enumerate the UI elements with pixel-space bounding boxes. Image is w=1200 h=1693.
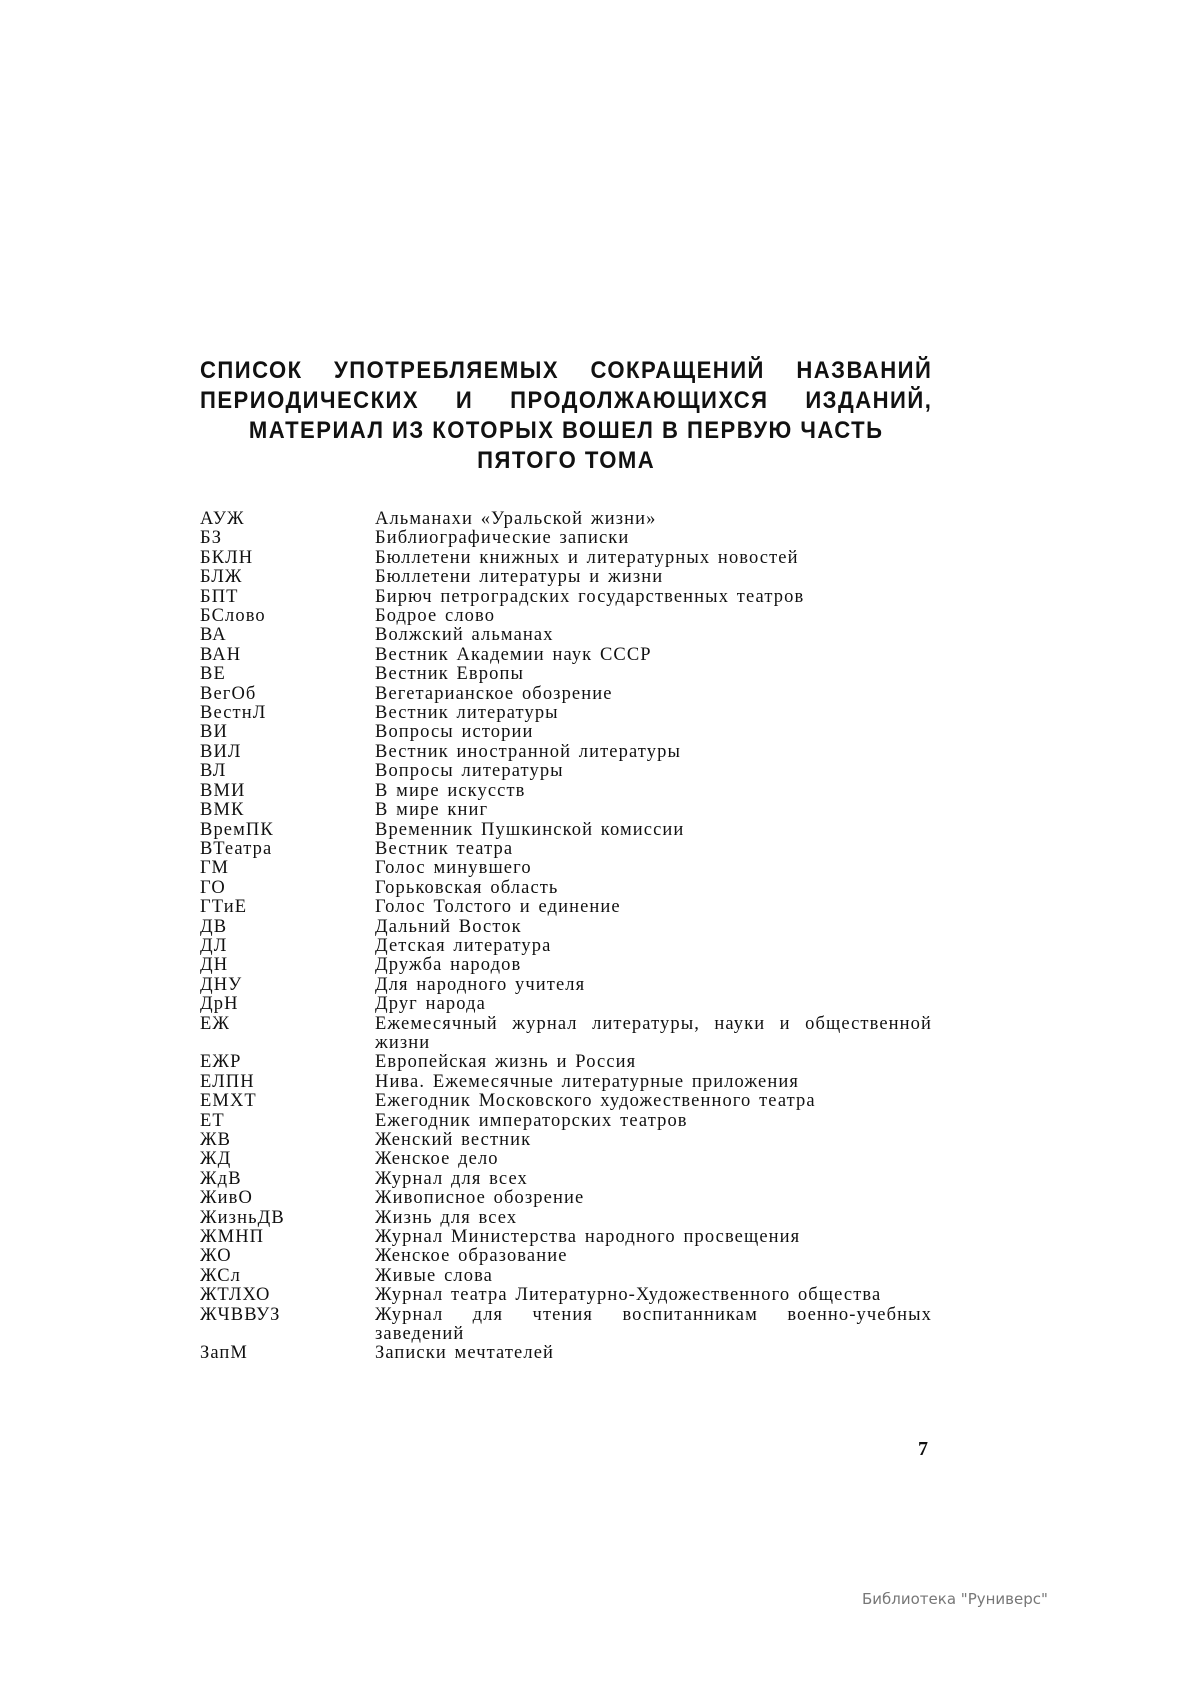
abbreviation: ВестнЛ <box>200 703 267 724</box>
list-item <box>200 1209 932 1228</box>
publication-title: Временник Пушкинской комиссии <box>375 819 685 840</box>
publication-title: Бодрое слово <box>375 606 496 627</box>
list-item <box>200 879 932 898</box>
list-item <box>200 1286 932 1305</box>
publication-title: Ежегодник Московского художественного театра <box>375 1091 816 1112</box>
list-item <box>200 1247 932 1266</box>
list-item <box>200 549 932 568</box>
abbreviation: ЖЧВВУЗ <box>200 1304 281 1325</box>
publication-title: Детская литература <box>375 935 552 956</box>
list-item <box>200 588 932 607</box>
abbreviation: ВремПК <box>200 819 274 840</box>
publication-title: Живописное обозрение <box>375 1188 585 1209</box>
abbreviation: ВИЛ <box>200 741 242 762</box>
abbreviation: ЕЛПН <box>200 1071 255 1092</box>
abbreviation: ВегОб <box>200 683 257 704</box>
publication-title: Журнал Министерства народного просвещения <box>375 1227 801 1248</box>
abbreviation: ЖСл <box>200 1265 241 1286</box>
title-line: СПИСОК УПОТРЕБЛЯЕМЫХ СОКРАЩЕНИЙ НАЗВАНИЙ <box>200 357 933 384</box>
list-item <box>200 626 932 645</box>
list-item <box>200 529 932 548</box>
page-title <box>200 356 932 476</box>
abbreviation: ЖивО <box>200 1188 253 1209</box>
abbreviation: ГТиЕ <box>200 897 248 918</box>
list-item <box>200 723 932 742</box>
publication-title: Ежемесячный журнал литературы, науки и общественной жизни <box>375 1013 932 1053</box>
publication-title: Вопросы литературы <box>375 761 564 782</box>
abbreviation: ЕЖР <box>200 1052 242 1073</box>
list-item <box>200 704 932 723</box>
abbreviation: ЖО <box>200 1246 232 1267</box>
publication-title: Жизнь для всех <box>375 1207 518 1228</box>
publication-title: Голос минувшего <box>375 858 532 879</box>
abbreviation: ДН <box>200 955 229 976</box>
abbreviation: ЗапМ <box>200 1343 248 1364</box>
abbreviation: ГМ <box>200 858 230 879</box>
publication-title: Бирюч петроградских государственных театров <box>375 586 805 607</box>
title-line: ПЯТОГО ТОМА <box>477 447 656 474</box>
abbreviation: ВАН <box>200 644 242 665</box>
list-item <box>200 743 932 762</box>
abbreviation: ЖД <box>200 1149 232 1170</box>
publication-title: Дальний Восток <box>375 916 522 937</box>
publication-title: Библиографические записки <box>375 528 630 549</box>
abbreviation: ВМИ <box>200 780 246 801</box>
list-item <box>200 646 932 665</box>
abbreviation: ВИ <box>200 722 228 743</box>
abbreviation: ЖдВ <box>200 1168 242 1189</box>
list-item <box>200 840 932 859</box>
list-item <box>200 607 932 626</box>
abbreviation: ГО <box>200 877 226 898</box>
publication-title: Вегетарианское обозрение <box>375 683 613 704</box>
abbreviation: ЖТЛХО <box>200 1285 271 1306</box>
list-item <box>200 1015 932 1054</box>
abbreviation: БПТ <box>200 586 239 607</box>
list-item <box>200 821 932 840</box>
abbreviation: ВМК <box>200 800 245 821</box>
list-item <box>200 995 932 1014</box>
abbreviation: БКЛН <box>200 547 254 568</box>
list-item <box>200 937 932 956</box>
abbreviation: ЕЖ <box>200 1013 231 1034</box>
abbreviation-list <box>200 510 932 1364</box>
publication-title: Вестник театра <box>375 838 514 859</box>
publication-title: Живые слова <box>375 1265 493 1286</box>
library-watermark: Библиотека "Руниверс" <box>862 1590 1048 1608</box>
publication-title: Журнал для чтения воспитанникам военно-учебных заведений <box>375 1304 932 1345</box>
abbreviation: АУЖ <box>200 509 245 529</box>
publication-title: Для народного учителя <box>375 974 586 995</box>
abbreviation: БЗ <box>200 528 223 549</box>
publication-title: В мире искусств <box>375 780 526 801</box>
publication-title: Голос Толстого и единение <box>375 897 621 918</box>
list-item <box>200 1189 932 1208</box>
list-item <box>200 1150 932 1169</box>
publication-title: Журнал театра Литературно-Художественного общества <box>375 1285 882 1306</box>
list-item <box>200 1267 932 1286</box>
publication-title: Ежегодник императорских театров <box>375 1110 688 1131</box>
publication-title: Женское образование <box>375 1246 568 1267</box>
publication-title: Друг народа <box>375 994 486 1015</box>
list-item <box>200 898 932 917</box>
abbreviation: ВА <box>200 625 227 646</box>
abbreviation: БЛЖ <box>200 567 243 588</box>
publication-title: Вестник Европы <box>375 664 524 685</box>
publication-title: Волжский альманах <box>375 625 554 646</box>
list-item <box>200 801 932 820</box>
abbreviation: ВЕ <box>200 664 226 685</box>
publication-title: Горьковская область <box>375 877 559 898</box>
list-item <box>200 782 932 801</box>
publication-title: Женский вестник <box>375 1130 532 1150</box>
abbreviation: ДЛ <box>200 935 228 956</box>
page-number: 7 <box>918 1438 928 1460</box>
publication-title: Записки мечтателей <box>375 1343 555 1364</box>
list-item <box>200 1344 932 1363</box>
publication-title: Журнал для всех <box>375 1168 528 1189</box>
abbreviation: ДНУ <box>200 974 243 995</box>
abbreviation: ЖВ <box>200 1130 232 1150</box>
publication-title: Нива. Ежемесячные литературные приложения <box>375 1071 799 1092</box>
publication-title: Бюллетени литературы и жизни <box>375 567 664 588</box>
list-item <box>200 1092 932 1111</box>
list-item <box>200 1228 932 1247</box>
abbreviation: ЖМНП <box>200 1227 265 1248</box>
publication-title: Альманахи «Уральской жизни» <box>375 509 657 529</box>
list-item <box>200 568 932 587</box>
abbreviation: ЕМХТ <box>200 1091 257 1112</box>
publication-title: Бюллетени книжных и литературных новостей <box>375 547 799 568</box>
list-item <box>200 762 932 781</box>
abbreviation: ЖизньДВ <box>200 1207 285 1228</box>
list-item <box>200 976 932 995</box>
publication-title: Вопросы истории <box>375 722 534 743</box>
publication-title: Женское дело <box>375 1149 499 1170</box>
list-item <box>200 665 932 684</box>
list-item <box>200 1112 932 1131</box>
publication-title: Вестник Академии наук СССР <box>375 644 652 665</box>
list-item <box>200 510 932 529</box>
publication-title: Дружба народов <box>375 955 522 976</box>
publication-title: Европейская жизнь и Россия <box>375 1052 637 1073</box>
abbreviation: ВТеатра <box>200 838 273 859</box>
list-item <box>200 1073 932 1092</box>
publication-title: В мире книг <box>375 800 489 821</box>
list-item <box>200 1306 932 1345</box>
abbreviation: ДрН <box>200 994 239 1015</box>
title-line: МАТЕРИАЛ ИЗ КОТОРЫХ ВОШЕЛ В ПЕРВУЮ ЧАСТЬ <box>248 417 884 444</box>
list-item <box>200 956 932 975</box>
list-item <box>200 859 932 878</box>
list-item <box>200 1131 932 1150</box>
publication-title: Вестник литературы <box>375 703 559 724</box>
abbreviation: БСлово <box>200 606 266 627</box>
list-item <box>200 685 932 704</box>
list-item <box>200 1053 932 1072</box>
abbreviation: ДВ <box>200 916 228 937</box>
publication-title: Вестник иностранной литературы <box>375 741 681 762</box>
abbreviation: ВЛ <box>200 761 227 782</box>
title-line: ПЕРИОДИЧЕСКИХ И ПРОДОЛЖАЮЩИХСЯ ИЗДАНИЙ, <box>200 387 933 414</box>
abbreviation: ЕТ <box>200 1110 225 1131</box>
list-item <box>200 918 932 937</box>
list-item <box>200 1170 932 1189</box>
